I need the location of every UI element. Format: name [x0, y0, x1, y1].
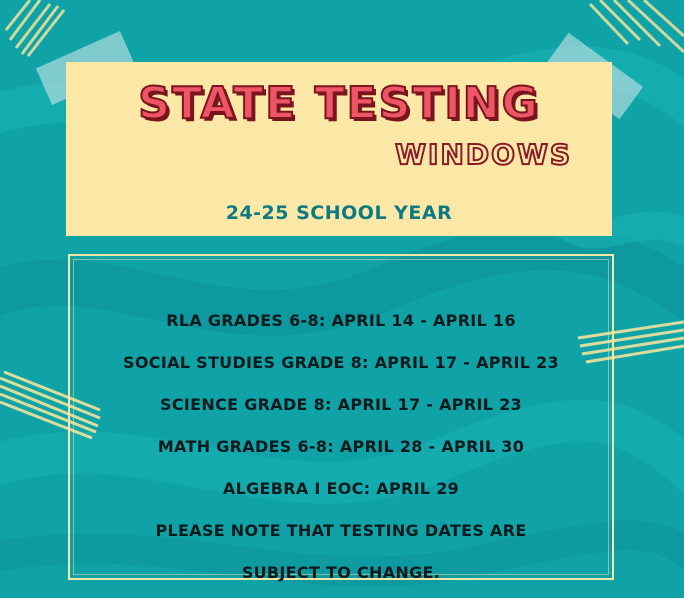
school-year: 24-25 SCHOOL YEAR: [225, 202, 453, 224]
schedule-item-algebra: ALGEBRA I EOC: APRIL 29: [222, 479, 460, 498]
schedule-item-rla: RLA GRADES 6-8: APRIL 14 - APRIL 16: [166, 311, 516, 330]
schedule-item-social-studies: SOCIAL STUDIES GRADE 8: APRIL 17 - APRIL 23: [123, 353, 559, 372]
schedule-item-math: MATH GRADES 6-8: APRIL 28 - APRIL 30: [157, 437, 525, 456]
schedule-item-science: SCIENCE GRADE 8: APRIL 17 - APRIL 23: [160, 395, 522, 414]
schedule-note: PLEASE NOTE THAT TESTING DATES ARE SUBJECT TO CHANGE.: [155, 521, 527, 582]
chalk-stroke-top-left: [6, 0, 64, 56]
title-card: [66, 62, 612, 236]
schedule-list: [68, 300, 614, 594]
page-subtitle: WINDOWS: [395, 138, 572, 171]
page-title: STATE TESTING: [138, 78, 540, 129]
chalk-stroke-top-right: [590, 0, 684, 52]
